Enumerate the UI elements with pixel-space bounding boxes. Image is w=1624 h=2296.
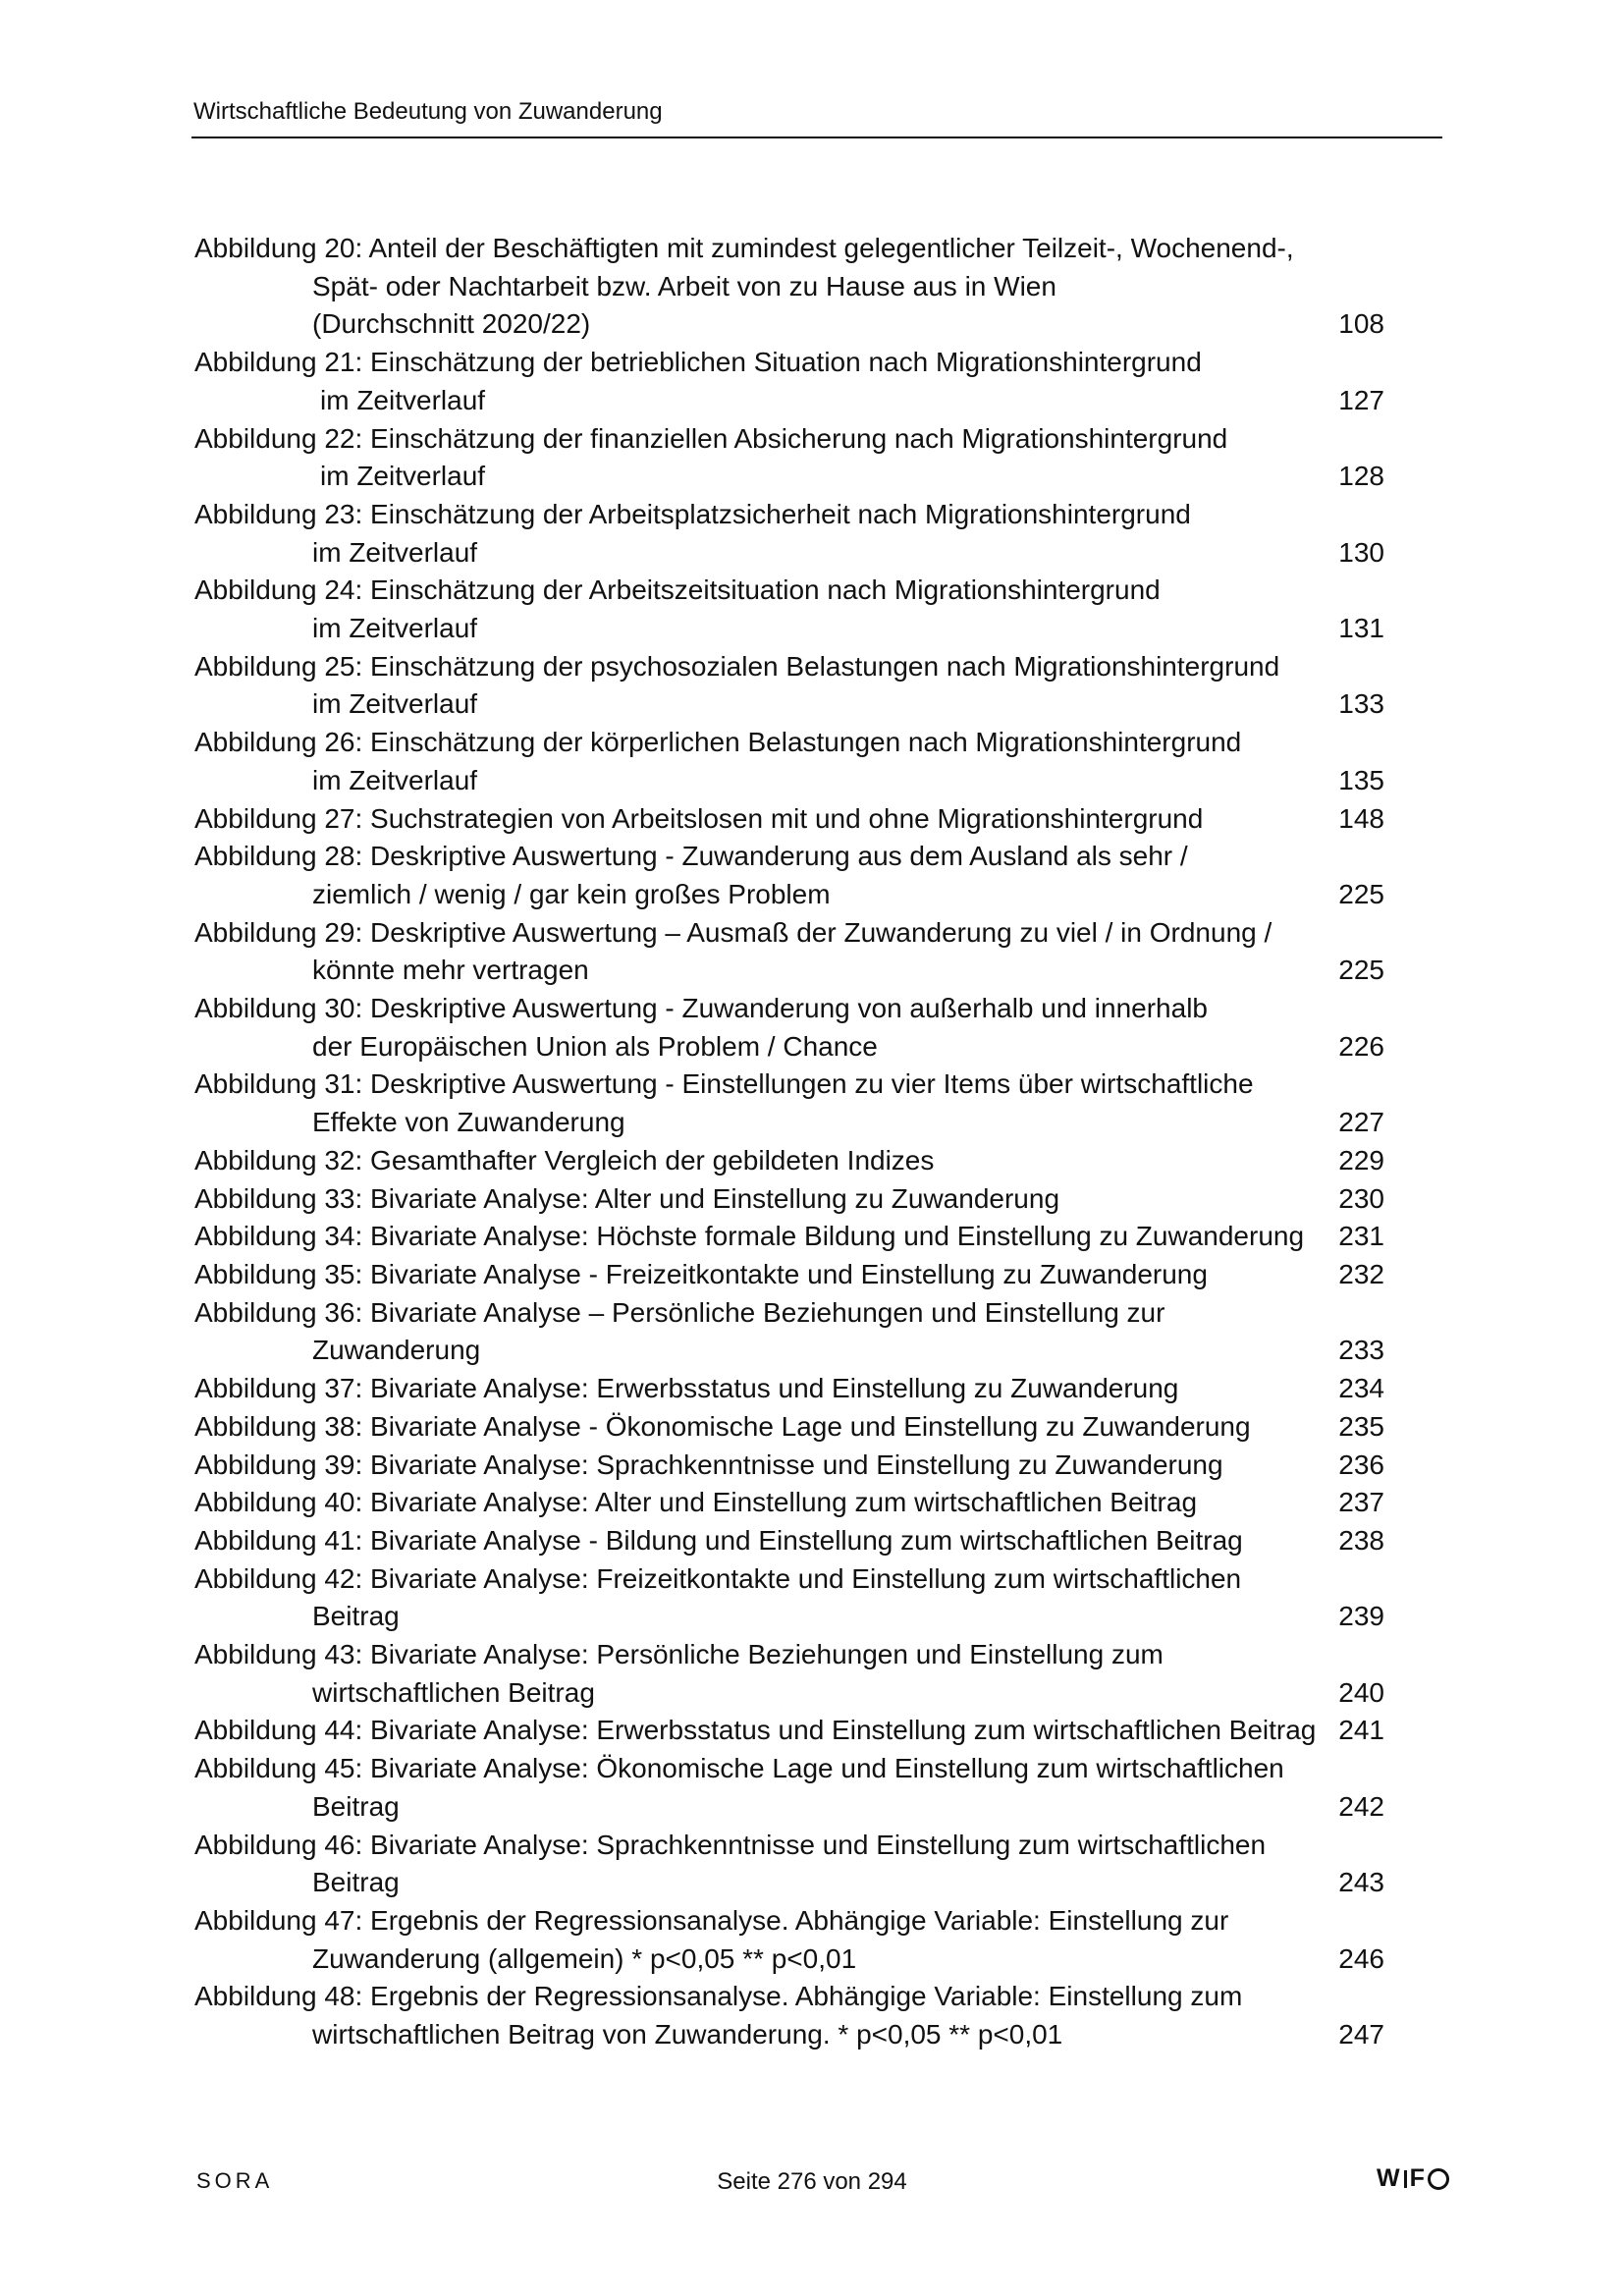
toc-entry-title: Abbildung 33: Bivariate Analyse: Alter und Einstellung zu Zuwanderung bbox=[194, 1182, 1060, 1214]
running-header: Wirtschaftliche Bedeutung von Zuwanderung bbox=[193, 98, 663, 125]
header-divider bbox=[191, 137, 1442, 138]
toc-entry[interactable] bbox=[194, 420, 1392, 496]
toc-entry-title: Abbildung 23: Einschätzung der Arbeitsplatzsicherheit nach Migrationshintergrund bbox=[194, 498, 1191, 529]
toc-entry[interactable] bbox=[194, 1066, 1392, 1141]
toc-page-number: 236 bbox=[1338, 1449, 1384, 1480]
toc-entry-title: Abbildung 27: Suchstrategien von Arbeitslosen mit und ohne Migrationshintergrund bbox=[194, 802, 1204, 834]
toc-entry-title: Abbildung 46: Bivariate Analyse: Sprachkenntnisse und Einstellung zum wirtschaftlichen bbox=[194, 1829, 1267, 1860]
toc-entry[interactable] bbox=[194, 344, 1392, 419]
toc-entry[interactable] bbox=[194, 990, 1392, 1066]
toc-entry-title: Abbildung 30: Deskriptive Auswertung - Zuwanderung von außerhalb und innerhalb bbox=[194, 993, 1208, 1024]
toc-entry[interactable] bbox=[194, 800, 1392, 839]
toc-page-number: 231 bbox=[1338, 1221, 1384, 1252]
toc-entry[interactable] bbox=[194, 230, 1392, 344]
toc-entry-continuation: Beitrag bbox=[312, 1601, 400, 1632]
toc-entry-title: Abbildung 25: Einschätzung der psychosozialen Belastungen nach Migrationshintergrund bbox=[194, 650, 1280, 682]
toc-entry-continuation: Beitrag bbox=[312, 1867, 400, 1898]
toc-page-number: 233 bbox=[1338, 1335, 1384, 1366]
toc-entry-title: Abbildung 40: Bivariate Analyse: Alter und Einstellung zum wirtschaftlichen Beitrag bbox=[194, 1487, 1198, 1518]
toc-entry-title: Abbildung 43: Bivariate Analyse: Persönliche Beziehungen und Einstellung zum bbox=[194, 1639, 1164, 1670]
toc-page-number: 130 bbox=[1338, 536, 1384, 568]
toc-entry-continuation: im Zeitverlauf bbox=[320, 461, 486, 492]
toc-entry-title: Abbildung 45: Bivariate Analyse: Ökonomische Lage und Einstellung zum wirtschaftlichen bbox=[194, 1753, 1284, 1784]
toc-entry-continuation: im Zeitverlauf bbox=[312, 764, 478, 795]
toc-entry[interactable] bbox=[194, 1180, 1392, 1219]
toc-page-number: 127 bbox=[1338, 384, 1384, 415]
toc-page-number: 108 bbox=[1338, 308, 1384, 340]
toc-entry-continuation: (Durchschnitt 2020/22) bbox=[312, 308, 591, 340]
wifo-logo: W F bbox=[1377, 2164, 1449, 2193]
toc-entry[interactable] bbox=[194, 1370, 1392, 1408]
toc-entry[interactable] bbox=[194, 572, 1392, 647]
toc-entry-title: Abbildung 31: Deskriptive Auswertung - Einstellungen zu vier Items über wirtschaftliche bbox=[194, 1068, 1254, 1100]
toc-entry-title: Abbildung 36: Bivariate Analyse – Persönliche Beziehungen und Einstellung zur bbox=[194, 1296, 1165, 1328]
toc-entry[interactable] bbox=[194, 1142, 1392, 1180]
toc-entry-continuation: Zuwanderung (allgemein) * p<0,05 ** p<0,01 bbox=[312, 1942, 857, 1974]
toc-page-number: 148 bbox=[1338, 802, 1384, 834]
list-of-figures bbox=[194, 230, 1392, 2054]
toc-entry-title: Abbildung 20: Anteil der Beschäftigten mit zumindest gelegentlicher Teilzeit-, Wochenend-, bbox=[194, 233, 1294, 263]
toc-entry[interactable] bbox=[194, 1447, 1392, 1485]
toc-entry-title: Abbildung 35: Bivariate Analyse - Freizeitkontakte und Einstellung zu Zuwanderung bbox=[194, 1258, 1208, 1289]
toc-entry-continuation: im Zeitverlauf bbox=[312, 688, 478, 720]
toc-entry[interactable] bbox=[194, 838, 1392, 913]
page-number: Seite 276 von 294 bbox=[717, 2168, 907, 2195]
toc-page-number: 243 bbox=[1338, 1867, 1384, 1898]
toc-entry-title: Abbildung 41: Bivariate Analyse - Bildung und Einstellung zum wirtschaftlichen Beitrag bbox=[194, 1524, 1243, 1556]
toc-entry[interactable] bbox=[194, 1560, 1392, 1636]
toc-page-number: 237 bbox=[1338, 1487, 1384, 1518]
toc-page-number: 229 bbox=[1338, 1144, 1384, 1175]
toc-entry-title: Abbildung 32: Gesamthafter Vergleich der gebildeten Indizes bbox=[194, 1144, 935, 1175]
toc-entry-title: Abbildung 26: Einschätzung der körperlichen Belastungen nach Migrationshintergrund bbox=[194, 727, 1242, 758]
toc-page-number: 227 bbox=[1338, 1107, 1384, 1138]
toc-entry-continuation: ziemlich / wenig / gar kein großes Problem bbox=[312, 878, 831, 909]
toc-entry-title: Abbildung 38: Bivariate Analyse - Ökonomische Lage und Einstellung zu Zuwanderung bbox=[194, 1410, 1251, 1442]
footer-publisher: SORA bbox=[196, 2168, 274, 2193]
toc-page-number: 225 bbox=[1338, 955, 1384, 986]
toc-page-number: 232 bbox=[1338, 1258, 1384, 1289]
toc-page-number: 133 bbox=[1338, 688, 1384, 720]
toc-entry-title: Abbildung 37: Bivariate Analyse: Erwerbsstatus und Einstellung zu Zuwanderung bbox=[194, 1373, 1179, 1404]
toc-entry-continuation: Spät- oder Nachtarbeit bzw. Arbeit von zu Hause aus in Wien bbox=[312, 270, 1056, 301]
toc-entry-continuation: im Zeitverlauf bbox=[312, 536, 478, 568]
toc-page-number: 135 bbox=[1338, 764, 1384, 795]
toc-page-number: 128 bbox=[1338, 461, 1384, 492]
toc-entry[interactable] bbox=[194, 648, 1392, 724]
toc-entry[interactable] bbox=[194, 1902, 1392, 1978]
toc-entry[interactable] bbox=[194, 496, 1392, 572]
toc-entry-continuation: Beitrag bbox=[312, 1790, 400, 1822]
toc-entry-title: Abbildung 34: Bivariate Analyse: Höchste formale Bildung und Einstellung zu Zuwanderung bbox=[194, 1221, 1305, 1252]
toc-entry[interactable] bbox=[194, 724, 1392, 799]
toc-page-number: 131 bbox=[1338, 613, 1384, 644]
toc-page-number: 238 bbox=[1338, 1524, 1384, 1556]
toc-page-number: 230 bbox=[1338, 1182, 1384, 1214]
toc-page-number: 246 bbox=[1338, 1942, 1384, 1974]
toc-entry[interactable] bbox=[194, 1522, 1392, 1560]
toc-entry-continuation: wirtschaftlichen Beitrag von Zuwanderung. * p<0,05 ** p<0,01 bbox=[312, 2019, 1063, 2050]
toc-entry[interactable] bbox=[194, 1712, 1392, 1750]
toc-entry[interactable] bbox=[194, 1750, 1392, 1826]
toc-entry[interactable] bbox=[194, 914, 1392, 990]
toc-entry[interactable] bbox=[194, 1978, 1392, 2053]
toc-page-number: 239 bbox=[1338, 1601, 1384, 1632]
toc-entry-title: Abbildung 22: Einschätzung der finanziellen Absicherung nach Migrationshintergrund bbox=[194, 422, 1228, 454]
toc-entry-continuation: im Zeitverlauf bbox=[312, 613, 478, 644]
toc-entry[interactable] bbox=[194, 1218, 1392, 1256]
toc-page-number: 226 bbox=[1338, 1030, 1384, 1062]
toc-entry[interactable] bbox=[194, 1484, 1392, 1522]
toc-entry-title: Abbildung 42: Bivariate Analyse: Freizeitkontakte und Einstellung zum wirtschaftlichen bbox=[194, 1562, 1242, 1594]
toc-entry-title: Abbildung 47: Ergebnis der Regressionsanalyse. Abhängige Variable: Einstellung zur bbox=[194, 1904, 1229, 1936]
toc-entry-title: Abbildung 21: Einschätzung der betrieblichen Situation nach Migrationshintergrund bbox=[194, 347, 1202, 378]
toc-page-number: 234 bbox=[1338, 1373, 1384, 1404]
toc-entry-title: Abbildung 48: Ergebnis der Regressionsanalyse. Abhängige Variable: Einstellung zum bbox=[194, 1981, 1243, 2012]
toc-entry[interactable] bbox=[194, 1408, 1392, 1447]
toc-page-number: 241 bbox=[1338, 1715, 1384, 1746]
toc-entry-title: Abbildung 39: Bivariate Analyse: Sprachkenntnisse und Einstellung zu Zuwanderung bbox=[194, 1449, 1223, 1480]
toc-page-number: 242 bbox=[1338, 1790, 1384, 1822]
toc-page-number: 225 bbox=[1338, 878, 1384, 909]
toc-entry-continuation: wirtschaftlichen Beitrag bbox=[312, 1676, 595, 1708]
toc-entry[interactable] bbox=[194, 1256, 1392, 1294]
toc-entry-title: Abbildung 29: Deskriptive Auswertung – Ausmaß der Zuwanderung zu viel / in Ordnung / bbox=[194, 916, 1272, 948]
toc-page-number: 235 bbox=[1338, 1410, 1384, 1442]
toc-entry-title: Abbildung 28: Deskriptive Auswertung - Zuwanderung aus dem Ausland als sehr / bbox=[194, 841, 1188, 872]
toc-entry-continuation: im Zeitverlauf bbox=[320, 384, 486, 415]
toc-entry[interactable] bbox=[194, 1636, 1392, 1712]
toc-page-number: 247 bbox=[1338, 2019, 1384, 2050]
toc-entry-continuation: Zuwanderung bbox=[312, 1335, 481, 1366]
toc-entry-title: Abbildung 24: Einschätzung der Arbeitszeitsituation nach Migrationshintergrund bbox=[194, 574, 1161, 606]
toc-entry-continuation: der Europäischen Union als Problem / Chance bbox=[312, 1030, 878, 1062]
toc-entry-continuation: Effekte von Zuwanderung bbox=[312, 1107, 625, 1138]
toc-page-number: 240 bbox=[1338, 1676, 1384, 1708]
toc-entry[interactable] bbox=[194, 1827, 1392, 1902]
toc-entry[interactable] bbox=[194, 1294, 1392, 1370]
toc-entry-title: Abbildung 44: Bivariate Analyse: Erwerbsstatus und Einstellung zum wirtschaftlichen Beitrag bbox=[194, 1715, 1317, 1746]
toc-entry-continuation: könnte mehr vertragen bbox=[312, 955, 589, 986]
